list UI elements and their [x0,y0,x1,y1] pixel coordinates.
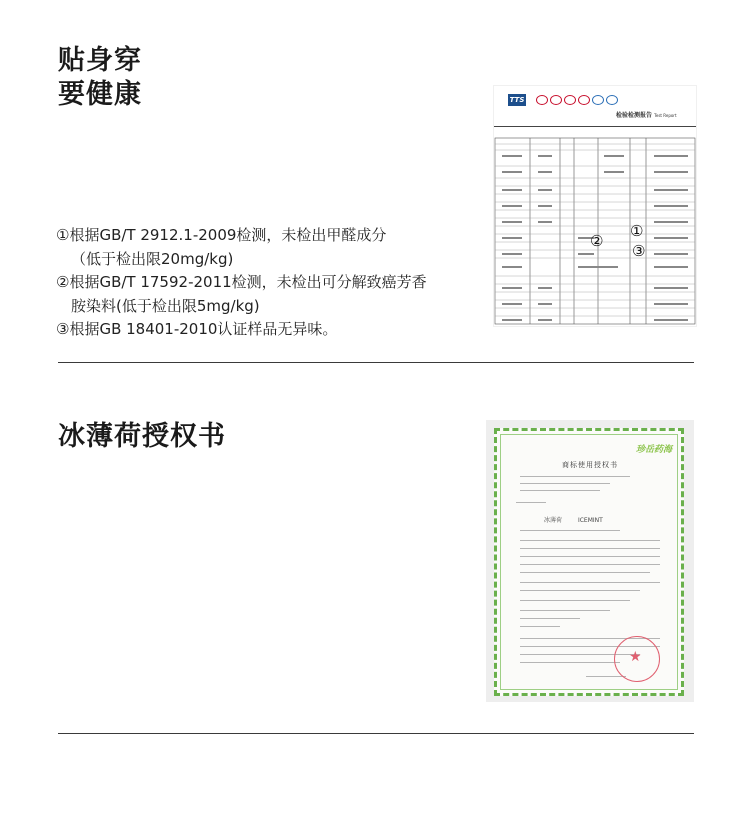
report-logo: TTS [509,96,525,104]
text-line [520,564,660,565]
text-line [516,502,546,503]
section-divider [58,733,694,734]
test-report-image [494,86,696,326]
report-table [494,86,696,326]
note-item: 胺染料(低于检出限5mg/kg) [71,296,260,315]
text-line [520,590,640,591]
text-line [520,530,620,531]
text-line [520,490,600,491]
section1-title [58,44,142,112]
text-line [520,582,660,583]
text-line [586,676,626,677]
note-item: ③根据GB 18401-2010认证样品无异味。 [56,320,338,338]
section-divider [58,362,694,363]
note-item: ①根据GB/T 2912.1-2009检测，未检出甲醛成分 [56,226,387,244]
section1-title-line: 贴身穿 [58,45,142,76]
text-line [520,626,560,627]
text-line [520,662,620,663]
section2-title: 冰薄荷授权书 [58,421,226,452]
text-line [520,540,660,541]
text-line [520,618,580,619]
certificate-title: 商标使用授权书 [562,461,618,469]
red-seal-icon [614,636,660,682]
text-line [520,548,660,549]
marker-1: ① [630,222,644,240]
text-line [520,572,650,573]
marker-3: ③ [632,242,646,260]
report-title: 检验检测报告 Test Report [616,112,677,119]
text-line [520,600,630,601]
note-item: （低于检出限20mg/kg) [71,249,234,268]
text-line [520,483,610,484]
authorization-certificate-image [486,420,694,702]
certificate-logo: 珍岳药海 [636,445,673,455]
marker-2: ② [590,232,604,250]
test-notes [56,224,427,342]
text-line [520,556,660,557]
text-line [520,610,610,611]
certificate-brand-names: 冰薄荷 ICEMINT [544,517,603,524]
text-line [520,476,630,477]
note-item: ②根据GB/T 17592-2011检测，未检出可分解致癌芳香 [56,273,427,291]
section1-title-line: 要健康 [58,79,142,110]
